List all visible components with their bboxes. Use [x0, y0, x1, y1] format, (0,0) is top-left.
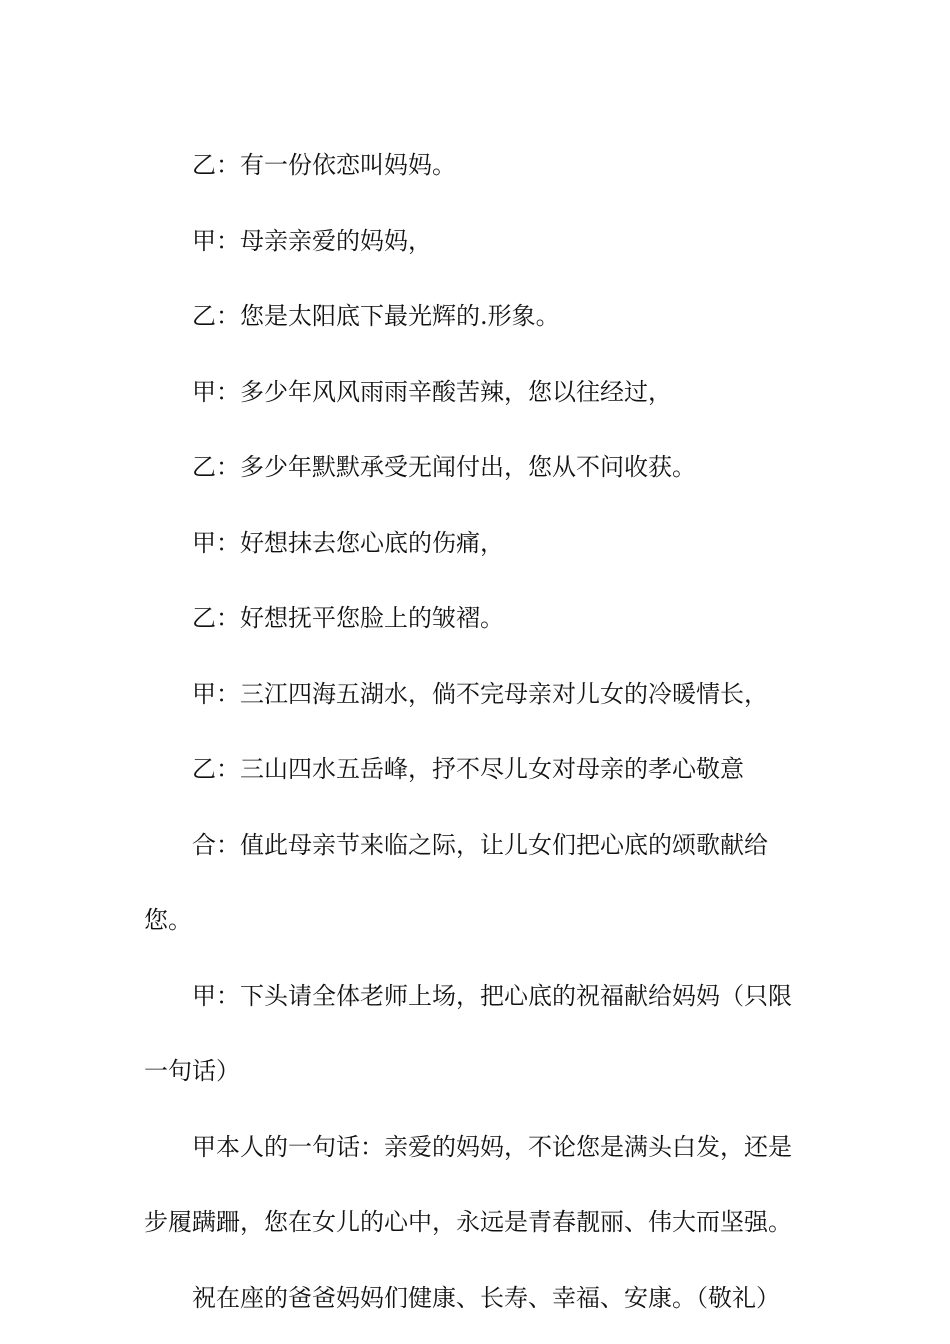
dialogue-line: 乙：您是太阳底下最光辉的.形象。 — [192, 302, 560, 330]
dialogue-line: 甲：多少年风风雨雨辛酸苦辣，您以往经过， — [192, 377, 672, 406]
document-body — [144, 128, 808, 1336]
dialogue-line: 甲：母亲亲爱的妈妈， — [192, 226, 432, 255]
closing-line: 祝在座的爸爸妈妈们健康、长寿、幸福、安康。（敬礼） — [192, 1283, 780, 1312]
dialogue-line: 甲本人的一句话：亲爱的妈妈，不论您是满头白发，还是步履蹒跚，您在女儿的心中，永远是青春靓丽、伟大而坚强。 — [144, 1132, 792, 1236]
dialogue-line: 甲：三江四海五湖水，倘不完母亲对儿女的冷暖情长， — [192, 679, 768, 708]
dialogue-line: 合：值此母亲节来临之际，让儿女们把心底的颂歌献给您。 — [144, 830, 768, 934]
dialogue-line: 甲：下头请全体老师上场，把心底的祝福献给妈妈（只限一句话） — [144, 981, 792, 1085]
dialogue-line: 甲：好想抹去您心底的伤痛， — [192, 528, 504, 557]
dialogue-line: 乙：有一份依恋叫妈妈。 — [192, 151, 456, 179]
dialogue-line: 乙：三山四水五岳峰，抒不尽儿女对母亲的孝心敬意 — [192, 755, 744, 783]
dialogue-line: 乙：多少年默默承受无闻付出，您从不问收获。 — [192, 453, 696, 481]
dialogue-line: 乙：好想抚平您脸上的皱褶。 — [192, 604, 504, 632]
